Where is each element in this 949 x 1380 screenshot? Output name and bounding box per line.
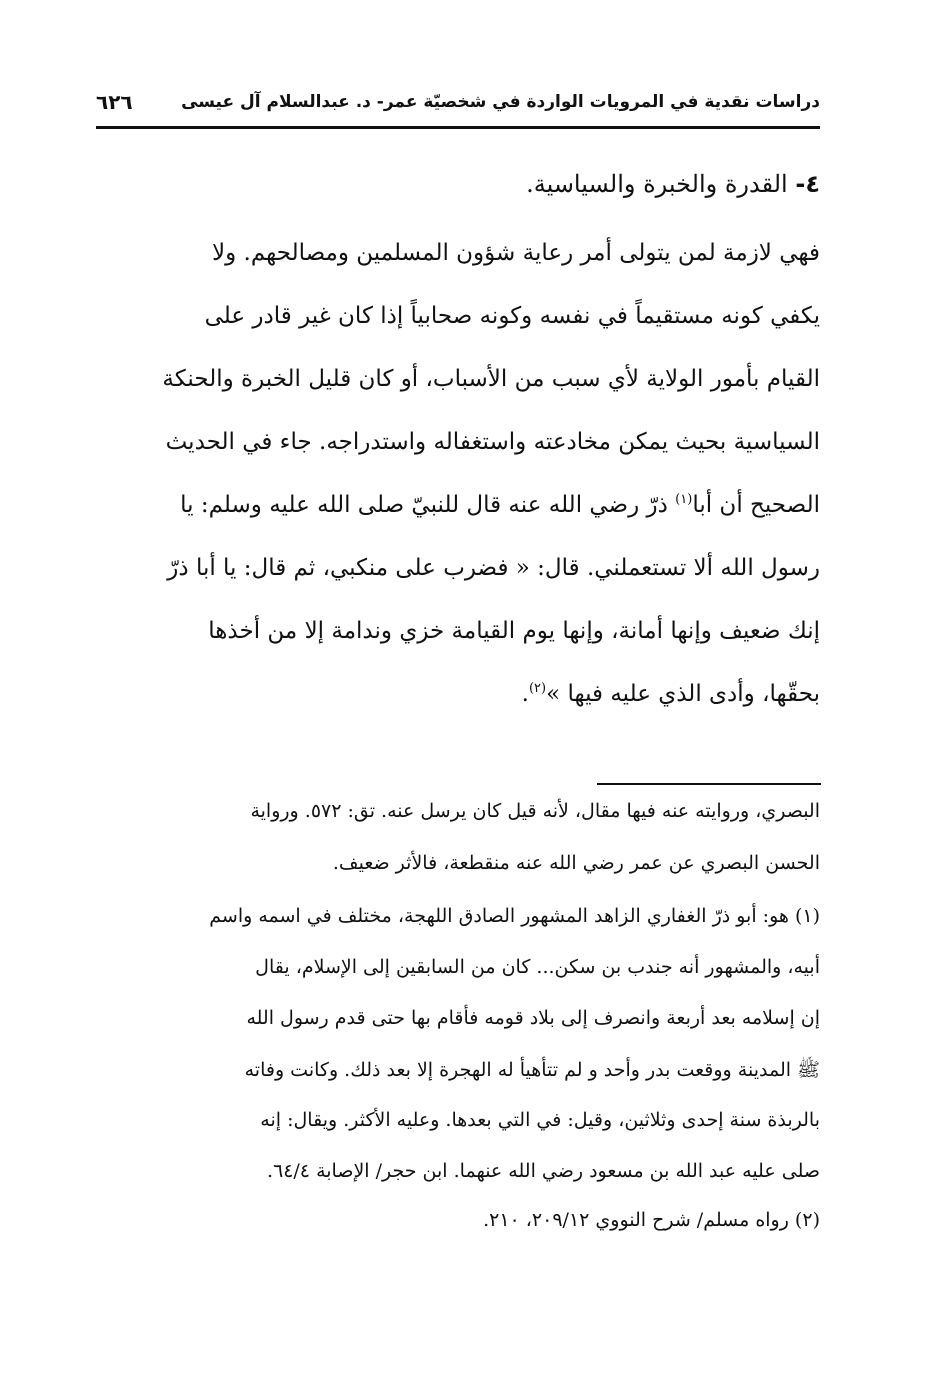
running-header <box>96 86 820 129</box>
footnote-line: بالربذة سنة إحدى وثلاثين، وقيل: في التي بعدها. وعليه الأكثر. ويقال: إنه <box>260 1109 820 1131</box>
section-heading <box>526 170 820 198</box>
footnote-line: الحسن البصري عن عمر رضي الله عنه منقطعة، فالأثر ضعيف. <box>332 852 820 874</box>
section-heading-text: القدرة والخبرة والسياسية. <box>526 170 788 198</box>
footnote-line: إن إسلامه بعد أربعة وانصرف إلى بلاد قومه فأقام بها حتى قدم رسول الله <box>246 1007 820 1029</box>
footnote-separator <box>597 783 821 785</box>
footnote-line: (٢) رواه مسلم/ شرح النووي ٢٠٩/١٢، ٢١٠. <box>483 1209 820 1231</box>
paragraph-segment: الصحيح أن أبا <box>692 492 820 518</box>
section-number: ٤- <box>795 170 820 198</box>
paragraph-segment: بحقّها، وأدى الذي عليه فيها » <box>546 681 820 707</box>
footnote-line: (١) هو: أبو ذرّ الغفاري الزاهد المشهور الصادق اللهجة، مختلف في اسمه واسم <box>209 905 820 927</box>
paragraph-line: يكفي كونه مستقيماً في نفسه وكونه صحابياً إذا كان غير قادر على <box>204 303 820 329</box>
page-number: ٦٢٦ <box>96 90 133 114</box>
paragraph-line: السياسية بحيث يمكن مخادعته واستغفاله واستدراجه. جاء في الحديث <box>165 429 820 455</box>
footnote-line: البصري، وروايته عنه فيها مقال، لأنه قيل كان يرسل عنه. تق: ٥٧٢. ورواية <box>250 800 820 822</box>
paragraph-line: رسول الله ألا تستعملني. قال: « فضرب على منكبي، ثم قال: يا أبا ذرّ <box>167 555 820 581</box>
footnote-line: ﷺ المدينة ووقعت بدر وأحد و لم تتأهيأ له الهجرة إلا بعد ذلك. وكانت وفاته <box>244 1059 820 1081</box>
paragraph-line: القيام بأمور الولاية لأي سبب من الأسباب، أو كان قليل الخبرة والحنكة <box>162 366 820 392</box>
paragraph-line <box>104 492 820 518</box>
paragraph-line: فهي لازمة لمن يتولى أمر رعاية شؤون المسلمين ومصالحهم. ولا <box>211 240 820 266</box>
footnote-line: صلى عليه عبد الله بن مسعود رضي الله عنهما. ابن حجر/ الإصابة ٦٤/٤. <box>266 1160 820 1182</box>
footnote-mark: (١) <box>675 492 693 507</box>
paragraph-segment: . <box>521 681 529 707</box>
footnote-line: أبيه، والمشهور أنه جندب بن سكن... كان من السابقين إلى الإسلام، يقال <box>255 956 820 978</box>
paragraph-line <box>104 681 820 707</box>
paragraph-line: إنك ضعيف وإنها أمانة، وإنها يوم القيامة خزي وندامة إلا من أخذها <box>208 618 820 644</box>
paragraph-segment: ذرّ رضي الله عنه قال للنبيّ صلى الله عليه وسلم: يا <box>180 492 668 518</box>
header-title: دراسات نقدية في المرويات الواردة في شخصيّة عمر- د. عبدالسلام آل عيسى <box>181 92 820 112</box>
footnote-mark: (٢) <box>528 681 547 696</box>
